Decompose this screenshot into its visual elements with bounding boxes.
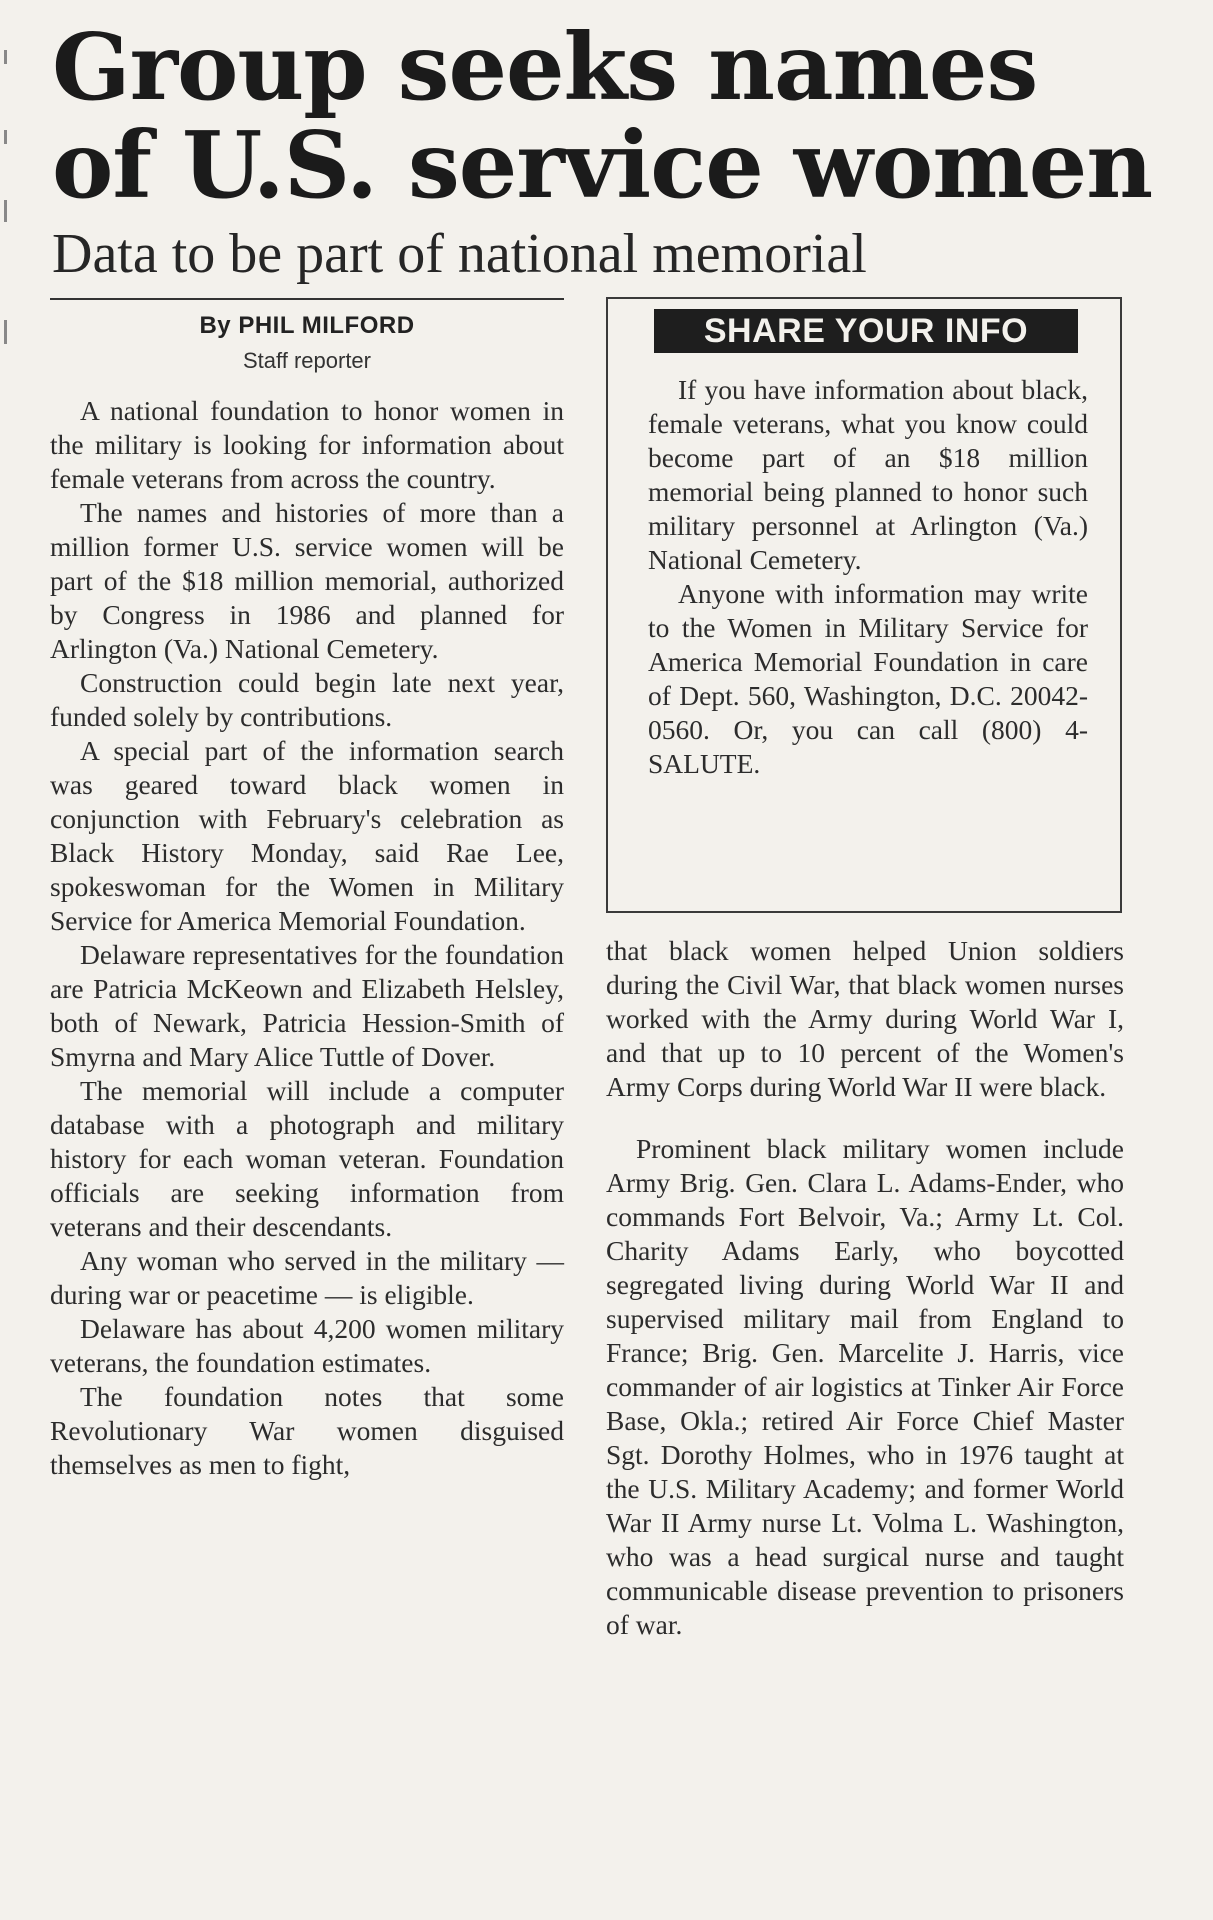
headline-line-1: Group seeks names [52,13,1038,121]
subheadline: Data to be part of national memorial [52,223,867,285]
right-column [606,934,1124,1642]
article-paragraph: The memorial will include a computer database with a photograph and military history for each woman veteran. Foundation officials are seeking information from veterans and their descendants. [50,1075,564,1242]
article-paragraph: Any woman who served in the military — during war or peacetime — is eligible. [50,1245,564,1310]
sidebar-paragraph: If you have information about black, female veterans, what you know could become part of an $18 million memorial being planned to honor such military personnel at Arlington (Va.) National Cemetery. [648,374,1088,575]
article-paragraph: Prominent black military women include Army Brig. Gen. Clara L. Adams-Ender, who commands Fort Belvoir, Va.; Army Lt. Col. Charity Adams Early, who boycotted segregated living during World War II and supervised military mail from England to France; Brig. Gen. Marcelite J. Harris, vice commander of air logistics at Tinker Air Force Base, Okla.; retired Air Force Chief Master Sgt. Dorothy Holmes, who in 1976 taught at the U.S. Military Academy; and former World War II Army nurse Lt. Volma L. Washington, who was a head surgical nurse and taught communicable disease prevention to prisoners of war. [606,1133,1124,1640]
article-paragraph: A special part of the information search was geared toward black women in conjunction with February's celebration as Black History Monday, said Rae Lee, spokeswoman for the Women in Military Service for America Memorial Foundation. [50,735,564,936]
byline-rule [50,298,564,300]
left-column [50,394,564,1482]
scan-edge-mark [4,200,7,222]
byline-author: By PHIL MILFORD [199,312,415,339]
article-continuation: that black women helped Union soldiers during the Civil War, that black women nurses worked with the Army during World War I, and that up to 10 percent of the Women's Army Corps during World War II were black. [606,935,1124,1102]
scan-edge-mark [4,320,7,344]
article-paragraph: The foundation notes that some Revolutionary War women disguised themselves as men to fight, [50,1381,564,1480]
headline-line-2: of U.S. service women [52,111,1153,219]
scan-edge-mark [4,50,7,64]
byline-role: Staff reporter [243,348,371,373]
article-paragraph: Delaware representatives for the foundation are Patricia McKeown and Elizabeth Helsley, both of Newark, Patricia Hession-Smith of Smyrna and Mary Alice Tuttle of Dover. [50,939,564,1072]
share-info-box [606,297,1122,913]
sidebar-body [648,373,1088,781]
headline [52,13,1172,219]
article-paragraph: A national foundation to honor women in the military is looking for information about female veterans from across the country. [50,395,564,494]
article-paragraph: Delaware has about 4,200 women military veterans, the foundation estimates. [50,1313,564,1378]
sidebar-paragraph: Anyone with information may write to the Women in Military Service for America Memorial Foundation in care of Dept. 560, Washington, D.C. 20042-0560. Or, you can call (800) 4-SALUTE. [648,578,1088,779]
article-paragraph: Construction could begin late next year, funded solely by contributions. [50,667,564,732]
article-paragraph: The names and histories of more than a million former U.S. service women will be part of the $18 million memorial, authorized by Congress in 1986 and planned for Arlington (Va.) National Cemetery. [50,497,564,664]
scan-edge-mark [4,130,7,144]
sidebar-title: SHARE YOUR INFO [703,312,1029,350]
